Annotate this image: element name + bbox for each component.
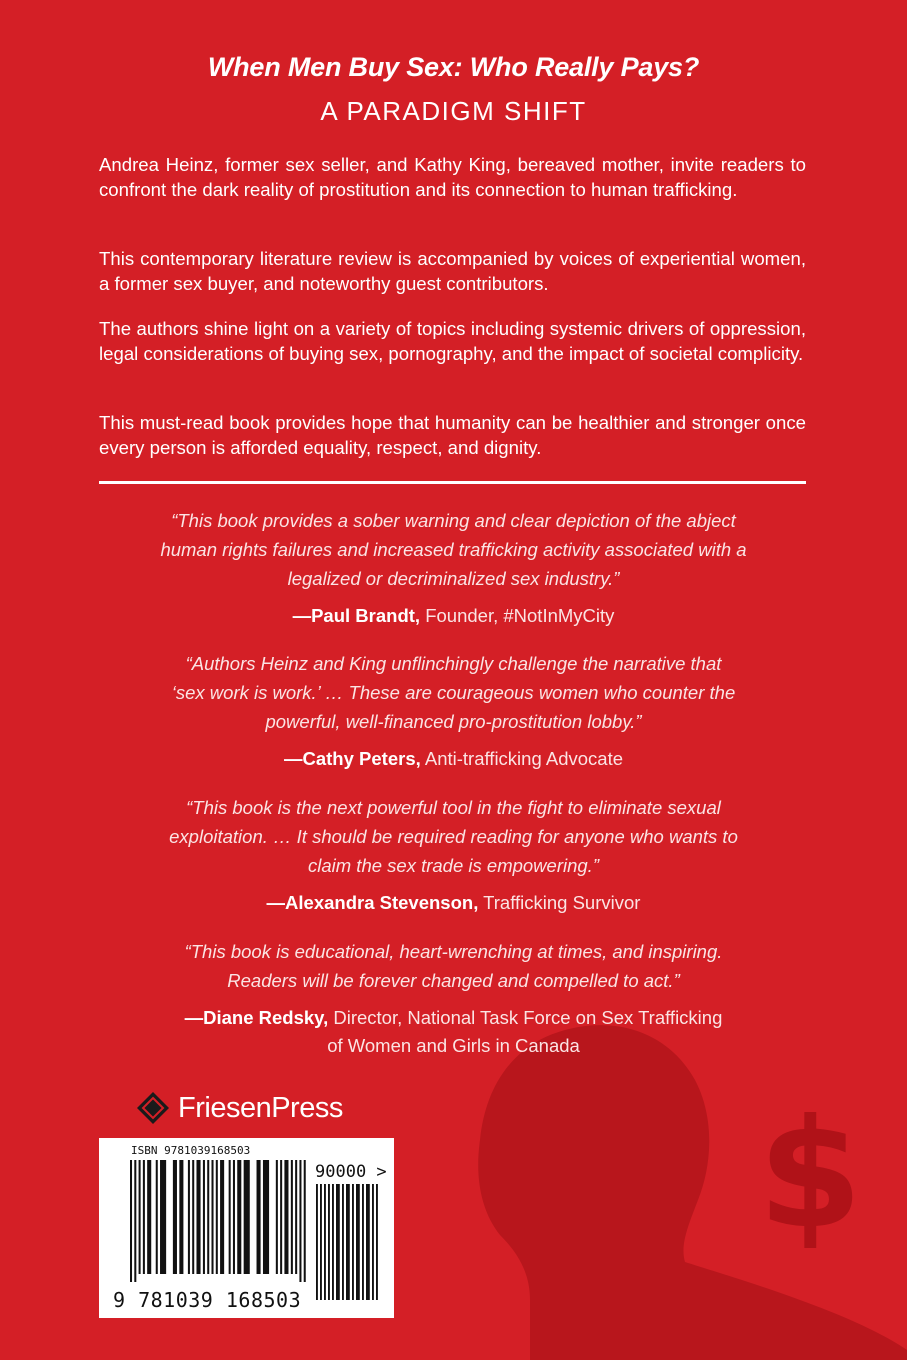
barcode-bar <box>295 1160 297 1274</box>
barcode-bar <box>216 1160 218 1274</box>
barcode-bar <box>324 1184 326 1300</box>
blurb-paragraph: Andrea Heinz, former sex seller, and Kathy King, bereaved mother, invite readers to confront the dark reality of prostitution and its connection to human trafficking. <box>99 154 806 200</box>
barcode-bar <box>356 1184 360 1300</box>
endorsement-dash: — <box>266 892 286 913</box>
barcode-bar <box>220 1160 224 1274</box>
barcode-bar <box>320 1184 322 1300</box>
barcode-bar <box>304 1160 306 1282</box>
barcode-bar <box>147 1160 151 1274</box>
barcode-bar <box>336 1184 340 1300</box>
barcode-bar <box>130 1160 132 1282</box>
barcode-bar <box>291 1160 293 1274</box>
isbn-label: ISBN 9781039168503 <box>131 1144 251 1157</box>
barcode-addon <box>315 1184 381 1300</box>
endorsement-attribution <box>120 602 787 630</box>
endorsement-name: Paul Brandt, <box>311 605 421 626</box>
barcode-bar <box>332 1184 334 1300</box>
publisher-logo <box>136 1088 343 1128</box>
endorsement-name: Alexandra Stevenson, <box>285 892 479 913</box>
endorsement-dash: — <box>284 748 303 769</box>
barcode-bar <box>156 1160 158 1274</box>
endorsement-quote: “Authors Heinz and King unflinchingly challenge the narrative that ‘sex work is work.’ … These are courageous women who counter the powerful, well-financed pro-prostitution lobby.” <box>171 653 736 732</box>
endorsement-quote: “This book is educational, heart-wrenching at times, and inspiring. Readers will be forever changed and compelled to act.” <box>184 941 723 991</box>
endorsement-role: Director, National Task Force on Sex Trafficking of Women and Girls in Canada <box>327 1007 723 1056</box>
barcode-bar <box>139 1160 141 1274</box>
barcode-bar <box>316 1184 318 1300</box>
endorsement-attribution <box>120 745 787 773</box>
barcode-bar <box>257 1160 261 1274</box>
endorsement-dash: — <box>184 1007 204 1028</box>
cover-title: When Men Buy Sex: Who Really Pays? <box>207 52 700 82</box>
barcode-bar <box>376 1184 378 1300</box>
barcode-bar <box>299 1160 301 1282</box>
endorsement-quote: “This book provides a sober warning and clear depiction of the abject human rights failures and increased trafficking activity associated with a legalized or decriminalized sex industry.” <box>160 510 747 589</box>
endorsement-quote: “This book is the next powerful tool in the fight to eliminate sexual exploitation. … It should be required reading for anyone who wants to claim the sex trade is empowering.” <box>169 797 738 876</box>
barcode-bar <box>203 1160 205 1274</box>
barcode-bar <box>173 1160 177 1274</box>
barcode-bar <box>342 1184 344 1300</box>
endorsement-role: Trafficking Survivor <box>478 892 641 913</box>
publisher-name: FriesenPress <box>178 1091 343 1124</box>
barcode-bar <box>134 1160 136 1282</box>
barcode-bar <box>276 1160 278 1274</box>
barcode-bar <box>196 1160 200 1274</box>
barcode-bar <box>237 1160 241 1274</box>
endorsement-role: Anti-trafficking Advocate <box>420 748 623 769</box>
endorsement-name: Cathy Peters, <box>302 748 421 769</box>
barcode-bar <box>233 1160 235 1274</box>
barcode-bar <box>207 1160 209 1274</box>
endorsement-attribution <box>180 1004 727 1060</box>
endorsement-dash: — <box>292 605 312 626</box>
barcode-main <box>129 1160 309 1282</box>
isbn-digits: 9 781039 168503 <box>113 1288 302 1312</box>
cover-subtitle: A PARADIGM SHIFT <box>320 96 587 126</box>
barcode-bar <box>352 1184 354 1300</box>
barcode-bar <box>280 1160 282 1274</box>
barcode-bar <box>143 1160 145 1274</box>
dollar-sign-icon: $ <box>758 1088 863 1262</box>
barcode-bar <box>229 1160 231 1274</box>
section-divider <box>99 481 806 484</box>
barcode-bar <box>160 1160 166 1274</box>
barcode-bar <box>244 1160 250 1274</box>
barcode-bar <box>372 1184 374 1300</box>
blurb-paragraph: This must-read book provides hope that humanity can be healthier and stronger once every person is afforded equality, respect, and dignity. <box>99 412 806 458</box>
endorsement-attribution <box>120 889 787 917</box>
barcode-bar <box>366 1184 370 1300</box>
isbn-barcode <box>99 1138 394 1318</box>
barcode-bar <box>188 1160 190 1274</box>
barcode-bar <box>192 1160 194 1274</box>
endorsement-name: Diane Redsky, <box>203 1007 329 1028</box>
barcode-bar <box>328 1184 330 1300</box>
friesenpress-logo-icon <box>136 1091 170 1125</box>
barcode-bar <box>362 1184 364 1300</box>
blurb-paragraph: This contemporary literature review is accompanied by voices of experiential women, a former sex buyer, and noteworthy guest contributors. <box>99 248 806 294</box>
blurb-paragraph: The authors shine light on a variety of topics including systemic drivers of oppression, legal considerations of buying sex, pornography, and the impact of societal complicity. <box>99 318 806 364</box>
price-code: 90000 > <box>315 1162 387 1182</box>
barcode-bar <box>179 1160 183 1274</box>
barcode-bar <box>211 1160 213 1274</box>
barcode-bar <box>284 1160 288 1274</box>
barcode-bar <box>346 1184 350 1300</box>
endorsement-role: Founder, #NotInMyCity <box>420 605 615 626</box>
barcode-bar <box>263 1160 269 1274</box>
